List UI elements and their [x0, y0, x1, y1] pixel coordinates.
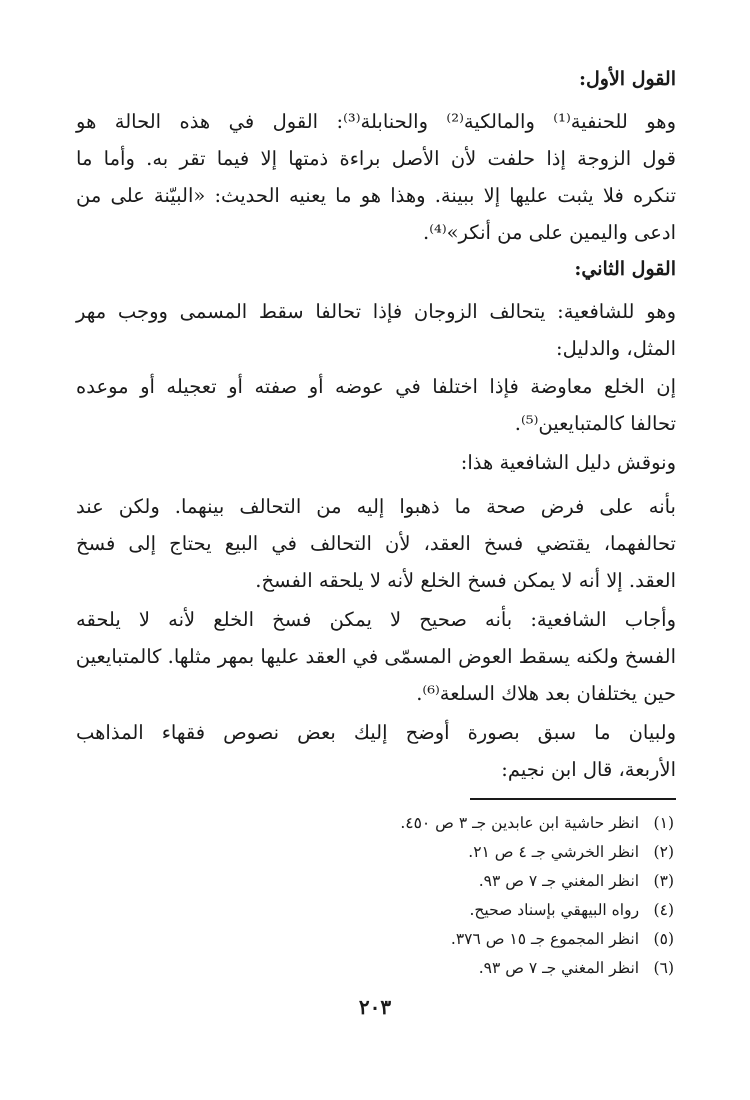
- section-heading-first-opinion: القول الأول:: [578, 68, 676, 90]
- footnote-text: انظر الخرشي جـ ٤ ص ٢١.: [468, 843, 640, 861]
- footnote-text: انظر المغني جـ ٧ ص ٩٣.: [478, 872, 640, 890]
- footnote-number: (٤): [653, 901, 674, 919]
- footnote: [274, 866, 674, 896]
- body-line: الأربعة، قال ابن نجيم:: [501, 758, 676, 781]
- body-line: ادعى واليمين على من أنكر»⁽⁴⁾.: [423, 221, 676, 244]
- footnote-number: (١): [653, 814, 674, 832]
- footnote: [274, 924, 674, 954]
- footnote-text: رواه البيهقي بإسناد صحيح.: [469, 901, 640, 919]
- body-line: ولبيان ما سبق بصورة أوضح إليك بعض نصوص فقهاء المذاهب: [76, 721, 676, 744]
- body-line: حين يختلفان بعد هلاك السلعة⁽⁶⁾.: [416, 682, 676, 705]
- body-line: بأنه على فرض صحة ما ذهبوا إليه من التحالف بينهما. ولكن عند: [76, 495, 676, 518]
- footnote-number: (٣): [653, 872, 674, 890]
- footnote-number: (٢): [653, 843, 674, 861]
- footnote: [274, 953, 674, 983]
- footnote-number: (٦): [653, 959, 674, 977]
- footnote: [274, 895, 674, 925]
- body-line: المثل، والدليل:: [556, 337, 676, 360]
- body-line: العقد. إلا أنه لا يمكن فسخ الخلع لأنه لا يلحقه الفسخ.: [255, 569, 676, 592]
- footnote: [274, 808, 674, 838]
- footnote: [274, 837, 674, 867]
- footnote-text: انظر المجموع جـ ١٥ ص ٣٧٦.: [450, 930, 640, 948]
- body-line: قول الزوجة إذا حلفت لأن الأصل براءة ذمتها إلا فيما تقر به. وأما ما: [76, 147, 676, 170]
- body-line: تنكره فلا يثبت عليها إلا ببينة. وهذا هو ما يعنيه الحديث: «البيّنة على من: [76, 184, 676, 207]
- body-line: وهو للشافعية: يتحالف الزوجان فإذا تحالفا سقط المسمى ووجب مهر: [76, 300, 676, 323]
- body-line: وأجاب الشافعية: بأنه صحيح لا يمكن فسخ الخلع لأنه لا يلحقه: [76, 608, 676, 631]
- body-line: إن الخلع معاوضة فإذا اختلفا في عوضه أو صفته أو تعجيله أو موعده: [76, 375, 676, 398]
- body-line: وهو للحنفية⁽¹⁾ والمالكية⁽²⁾ والحنابلة⁽³⁾: القول في هذه الحالة هو: [76, 110, 676, 133]
- body-line: تحالفهما، يقتضي فسخ العقد، لأن التحالف في البيع يحتاج إلى فسخ: [76, 532, 676, 555]
- footnote-number: (٥): [653, 930, 674, 948]
- body-line: تحالفا كالمتبايعين⁽⁵⁾.: [514, 412, 676, 435]
- body-line: ونوقش دليل الشافعية هذا:: [460, 451, 676, 474]
- footnote-text: انظر حاشية ابن عابدين جـ ٣ ص ٤٥٠.: [400, 814, 640, 832]
- footnote-text: انظر المغني جـ ٧ ص ٩٣.: [478, 959, 640, 977]
- page-number: ٢٠٣: [358, 995, 392, 1019]
- footnote-separator: [470, 798, 676, 800]
- body-line: الفسخ ولكنه يسقط العوض المسمّى في العقد عليها بمهر مثلها. كالمتبايعين: [75, 645, 676, 668]
- section-heading-second-opinion: القول الثاني:: [574, 258, 676, 280]
